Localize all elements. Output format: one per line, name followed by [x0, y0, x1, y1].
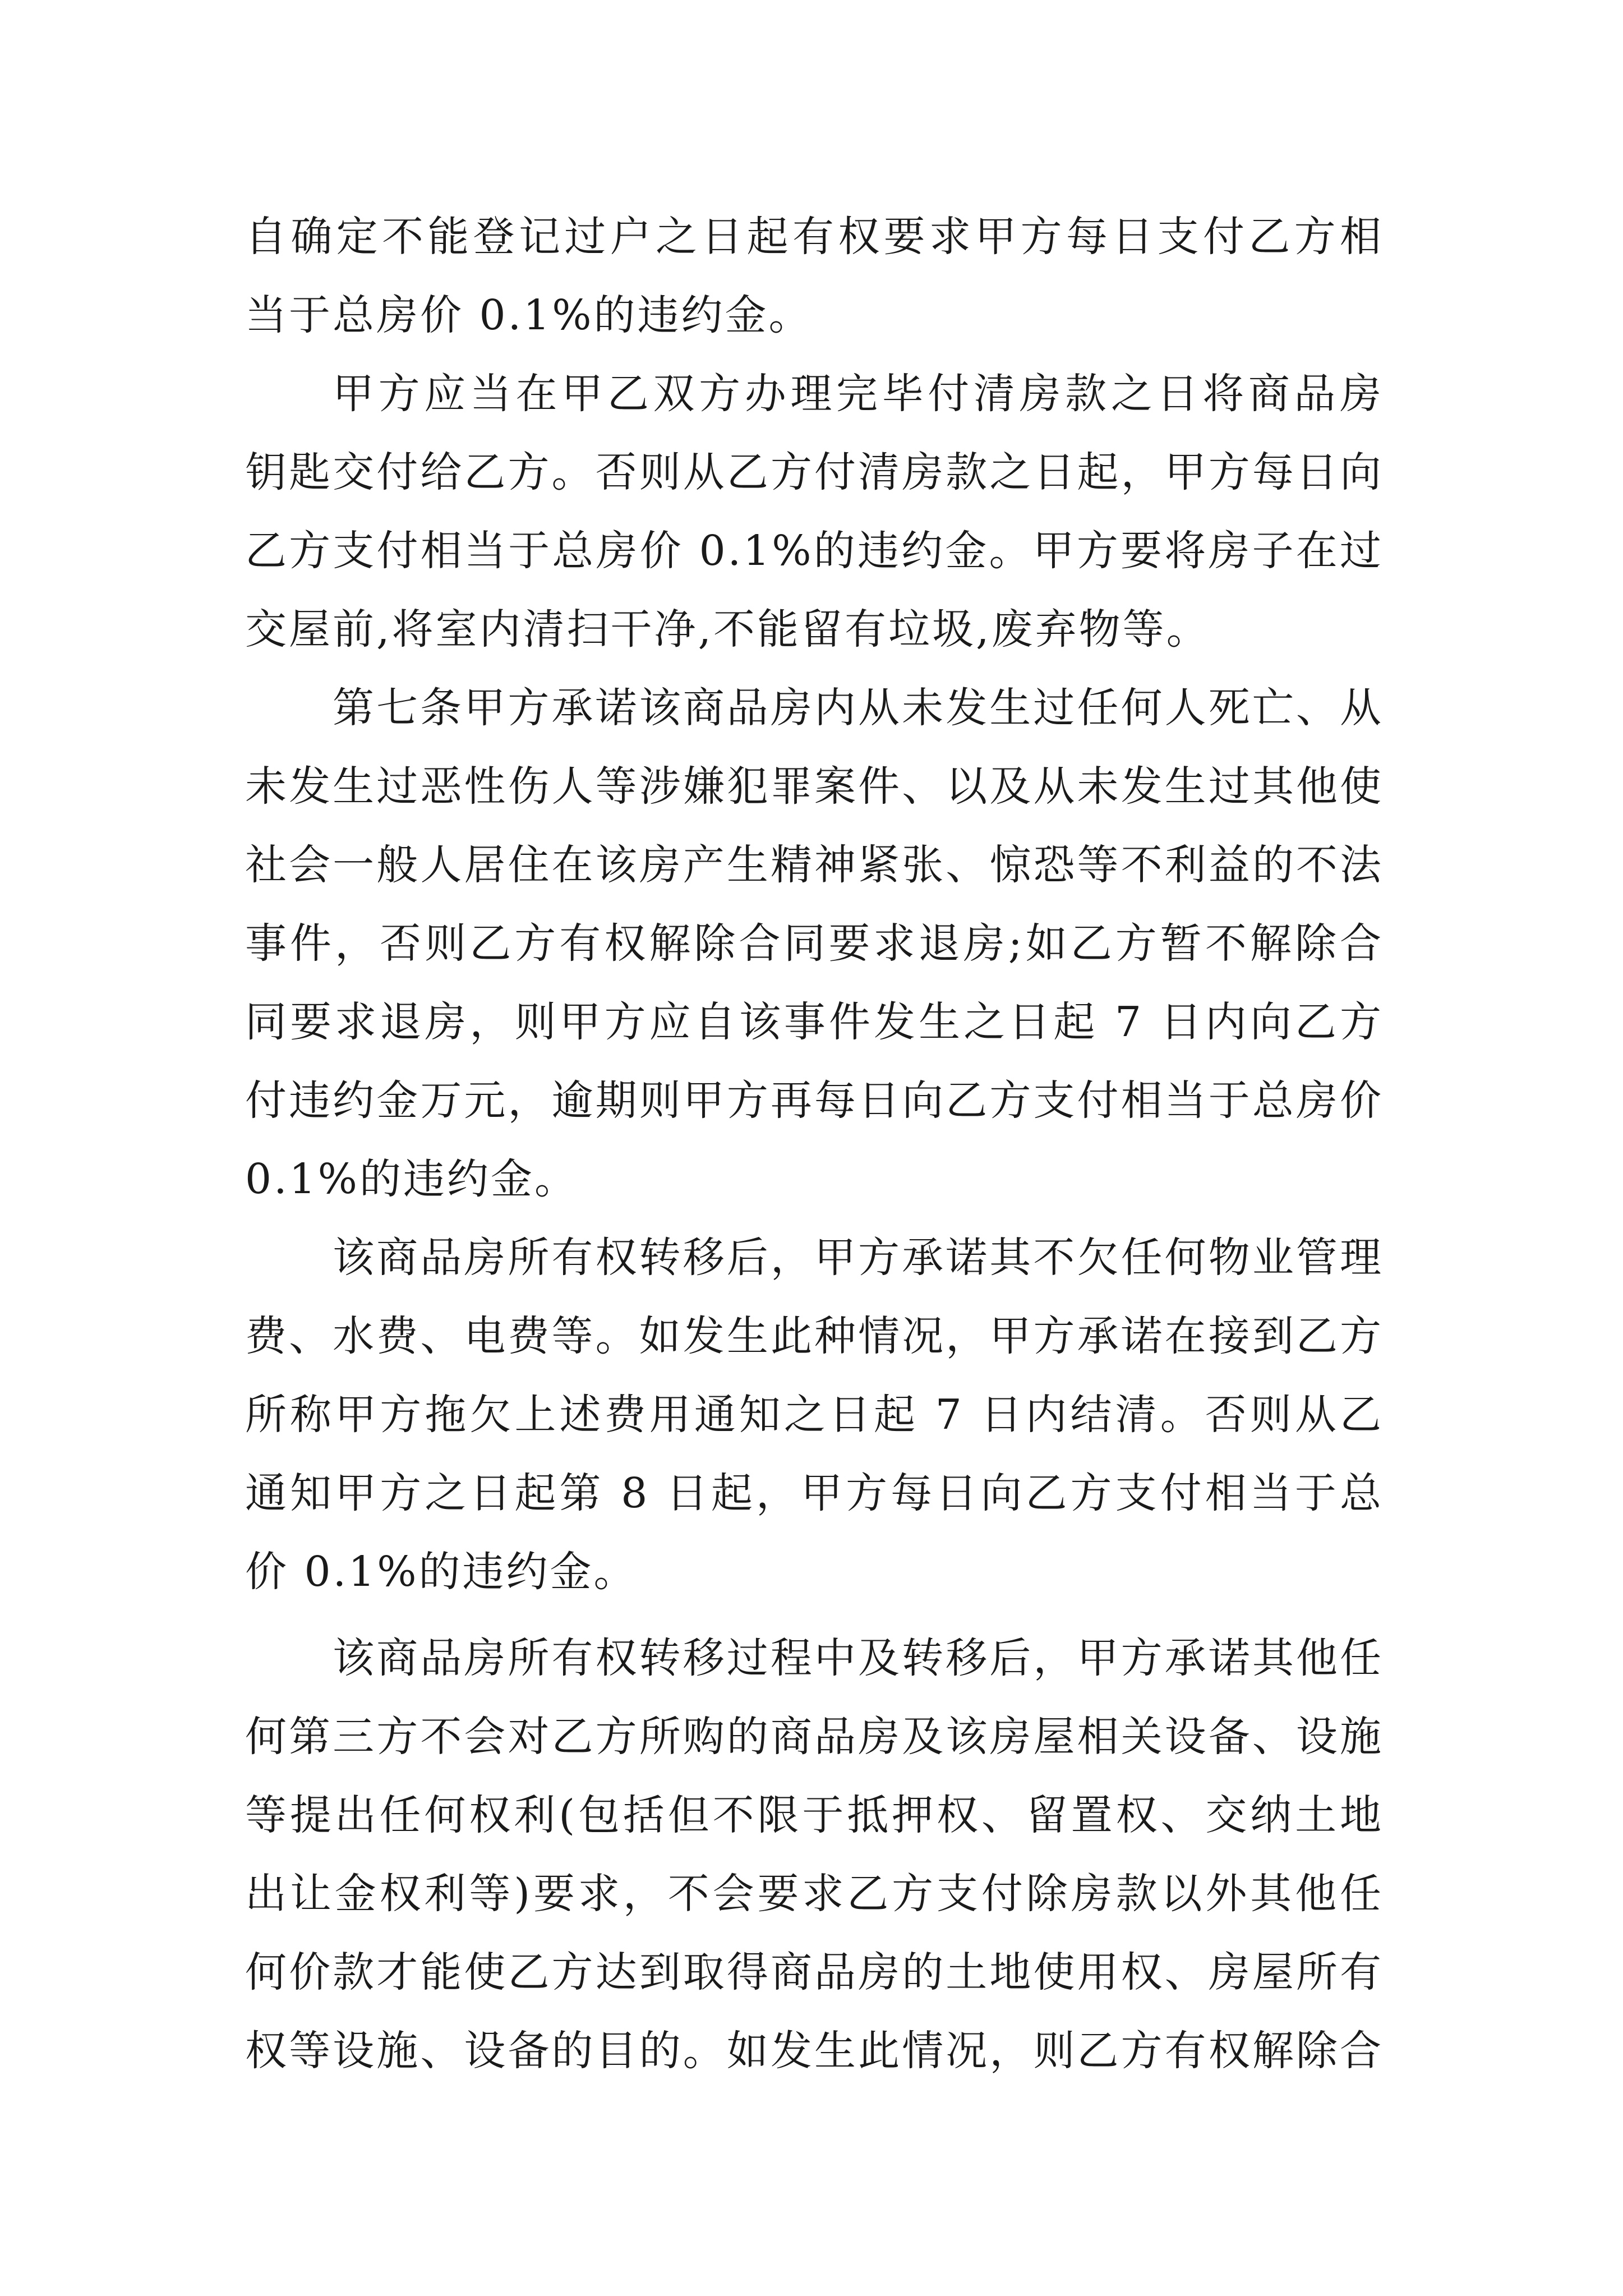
paragraph [245, 1218, 1384, 1611]
text-line: 未发生过恶性伤人等涉嫌犯罪案件、以及从未发生过其他使 [245, 762, 1384, 811]
text-line: 同要求退房，则甲方应自该事件发生之日起 7 日内向乙方 [245, 998, 1384, 1046]
text-line: 当于总房价 0.1%的违约金。 [245, 291, 813, 339]
text-line: 该商品房所有权转移过程中及转移后，甲方承诺其他任 [333, 1634, 1384, 1682]
text-line: 等提出任何权利(包括但不限于抵押权、留置权、交纳土地 [245, 1791, 1384, 1839]
text-line: 社会一般人居住在该房产生精神紧张、惊恐等不利益的不法 [245, 841, 1384, 889]
text-line: 该商品房所有权转移后，甲方承诺其不欠任何物业管理 [333, 1234, 1384, 1282]
text-line: 何价款才能使乙方达到取得商品房的土地使用权、房屋所有 [245, 1948, 1384, 1996]
text-line: 何第三方不会对乙方所购的商品房及该房屋相关设备、设施 [245, 1713, 1384, 1761]
text-line: 权等设施、设备的目的。如发生此情况，则乙方有权解除合 [245, 2027, 1384, 2075]
text-line: 自确定不能登记过户之日起有权要求甲方每日支付乙方相 [245, 213, 1384, 261]
text-line: 乙方支付相当于总房价 0.1%的违约金。甲方要将房子在过 [245, 527, 1384, 575]
text-line: 事件，否则乙方有权解除合同要求退房;如乙方暂不解除合 [245, 919, 1384, 968]
text-line: 钥匙交付给乙方。否则从乙方付清房款之日起，甲方每日向 [245, 448, 1384, 496]
paragraph [245, 669, 1384, 1218]
text-line: 费、水费、电费等。如发生此种情况，甲方承诺在接到乙方 [245, 1312, 1384, 1360]
paragraph [245, 1619, 1384, 2090]
text-line: 第七条甲方承诺该商品房内从未发生过任何人死亡、从 [333, 684, 1384, 732]
text-line: 出让金权利等)要求，不会要求乙方支付除房款以外其他任 [245, 1870, 1384, 1918]
text-line: 所称甲方拖欠上述费用通知之日起 7 日内结清。否则从乙 [245, 1391, 1384, 1439]
text-line: 付违约金万元，逾期则甲方再每日向乙方支付相当于总房价 [245, 1076, 1384, 1125]
text-line: 甲方应当在甲乙双方办理完毕付清房款之日将商品房 [333, 370, 1384, 418]
text-line: 交屋前,将室内清扫干净,不能留有垃圾,废弃物等。 [245, 605, 1210, 654]
paragraph [245, 355, 1384, 669]
text-line: 0.1%的违约金。 [245, 1155, 578, 1203]
contract-text [245, 197, 1384, 2090]
text-line: 价 0.1%的违约金。 [245, 1548, 638, 1596]
text-line: 通知甲方之日起第 8 日起，甲方每日向乙方支付相当于总 [245, 1469, 1384, 1517]
paragraph [245, 197, 1384, 355]
